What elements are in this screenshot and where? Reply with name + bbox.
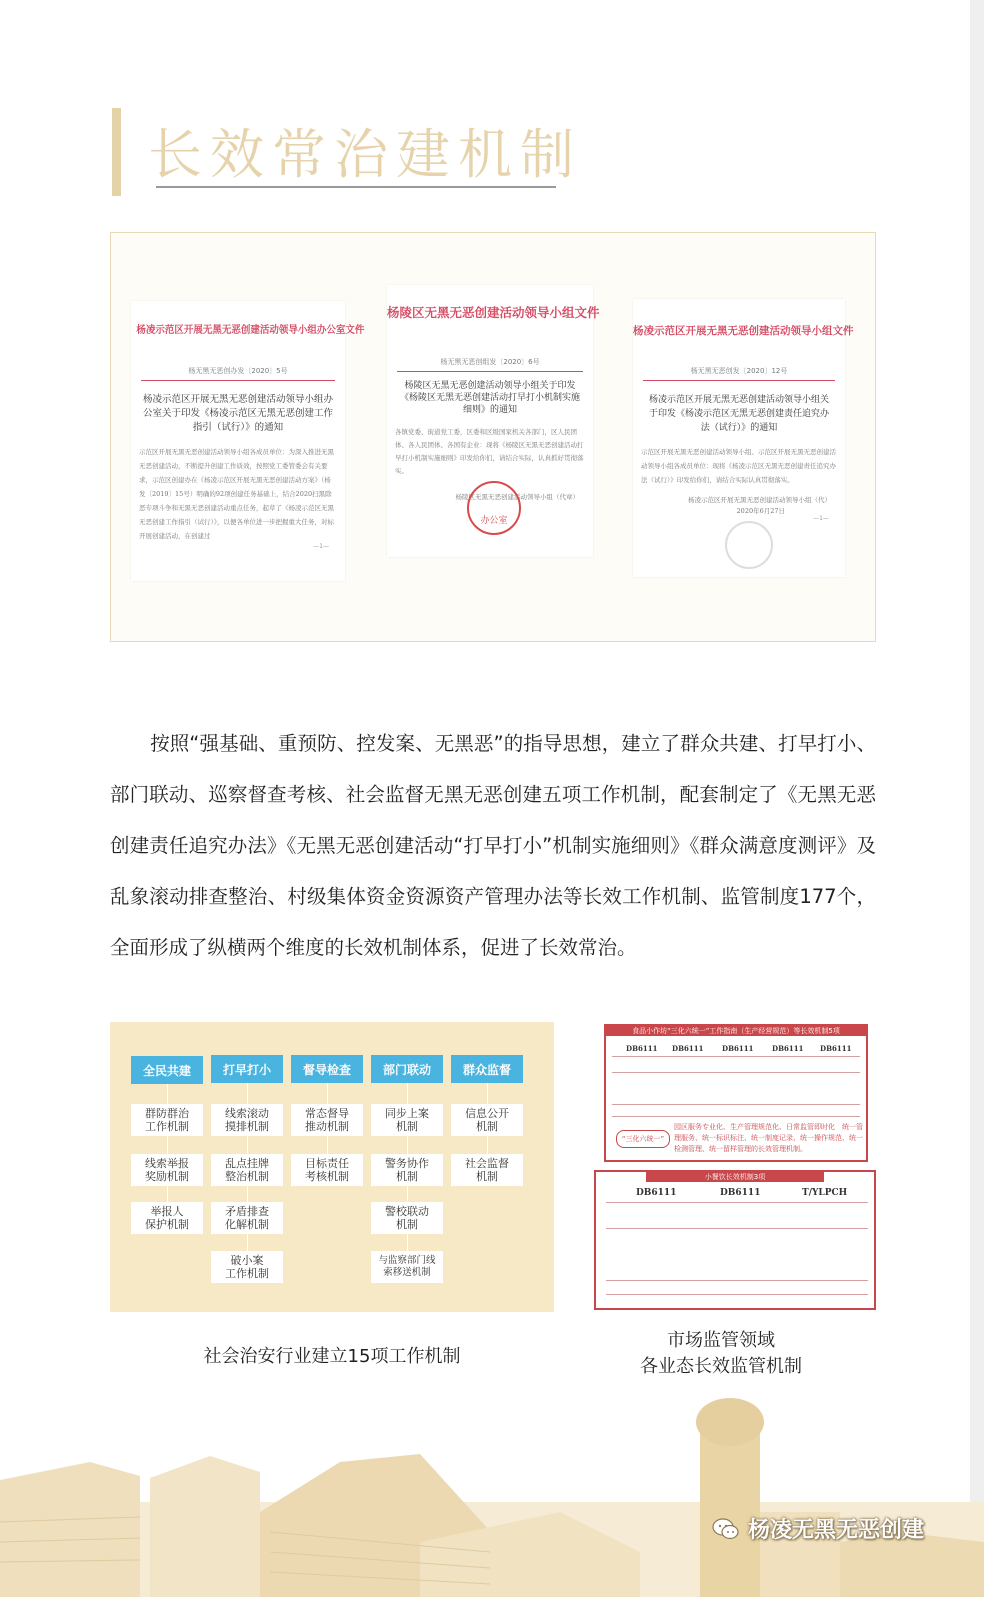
document-ref: 杨无黑无恶创发〔2020〕12号	[690, 367, 788, 375]
mechanism-cell	[451, 1154, 523, 1186]
document-signature: 杨凌示范区开展无黑无恶创建活动领导小组（代）	[688, 496, 831, 504]
document-ref: 杨无黑无恶创办发〔2020〕5号	[188, 367, 288, 375]
mechanism-cell	[211, 1251, 283, 1283]
page-edge	[970, 0, 984, 1597]
document-2	[387, 285, 600, 557]
document-rule	[643, 380, 835, 381]
document-ref: 杨无黑无恶创组发〔2020〕6号	[440, 358, 540, 366]
column-head-early-action: 打早打小	[211, 1055, 283, 1083]
document-date: 2020年6月27日	[736, 507, 785, 515]
mechanism-cell	[131, 1154, 203, 1186]
mechanism-cell-text: 警校联动 机制	[385, 1205, 429, 1231]
document-body: 各镇党委、街道党工委，区委和区级国家机关各部门，区人民团体、各人民团体、各国有企业：现将《杨陵区无黑无恶创建活动打早打小机制实施细则》印发给你们，请结合实际，认真抓好贯彻落实。	[395, 428, 584, 475]
doc-rule	[612, 1104, 860, 1105]
doc-rule	[606, 1280, 868, 1281]
standard-code: DB6111	[672, 1044, 704, 1053]
document-3	[633, 299, 854, 577]
mechanism-cell	[451, 1104, 523, 1136]
mechanism-cell	[371, 1104, 443, 1136]
document-red-title: 杨凌示范区开展无黑无恶创建活动领导小组办公室文件	[136, 325, 365, 336]
mechanism-cell	[211, 1104, 283, 1136]
document-page-number: —1—	[313, 543, 329, 550]
body-paragraph-text: 按照“强基础、重预防、控发案、无黑恶”的指导思想，建立了群众共建、打早打小、部门联动、巡察督查考核、社会监督无黑无恶创建五项工作机制，配套制定了《无黑无恶创建责任追究办法》《无黑无恶创建活动“打早打小”机制实施细则》《群众满意度测评》及乱象滚动排查整治、村级集体资金资源资产管理办法等长效工作机制、监管制度177个，全面形成了纵横两个维度的长效机制体系，促进了长效常治。	[110, 732, 876, 959]
mechanism-cell	[371, 1202, 443, 1234]
standard-code: DB6111	[636, 1188, 677, 1198]
standard-code: DB6111	[820, 1044, 852, 1053]
faint-seal-icon	[725, 521, 773, 569]
standard-code: DB6111	[626, 1044, 658, 1053]
mechanism-cell	[211, 1202, 283, 1234]
market-caption-line1: 市场监管领域	[667, 1330, 775, 1351]
mechanism-cell-text: 矛盾排查 化解机制	[225, 1205, 269, 1231]
document-body: 示范区开展无黑无恶创建活动领导小组各成员单位：为深入推进无黑无恶创建活动，不断提升创建工作质效，按照党工委管委会有关要求，示范区创建办在《杨凌示范区开展无黑无恶创建活动方案》（杨发〔2019〕15号）明确的92项创建任务基础上，结合2020扫黑除恶专项斗争和无黑无恶创建活动重点任务，起草了《杨凌示范区无黑无恶创建工作指引（试行）》，以便各单位进一步把握重大任务，对标开展创建活动，在创建过	[139, 448, 334, 540]
page-title: 长效常治建机制	[148, 123, 582, 186]
mechanism-cell-text: 线索举报 奖励机制	[145, 1157, 189, 1183]
document-rule	[397, 371, 583, 372]
mechanism-cell-text: 与监察部门线 索移送机制	[378, 1255, 436, 1278]
mechanism-cell	[131, 1202, 203, 1234]
mechanism-cell-text: 警务协作 机制	[385, 1157, 429, 1183]
heading-accent-bar	[112, 108, 121, 196]
brand-watermark	[712, 1513, 924, 1544]
doc-rule	[606, 1202, 868, 1203]
documents-frame	[110, 232, 876, 642]
doc-rule	[606, 1228, 868, 1229]
doc-rule	[612, 1116, 860, 1117]
market-caption-line2: 各业态长效监管机制	[640, 1356, 802, 1377]
mechanism-cell	[371, 1251, 443, 1283]
doc-badge	[616, 1130, 670, 1148]
mechanism-cell-text: 举报人 保护机制	[145, 1205, 189, 1231]
standard-code: DB6111	[772, 1044, 804, 1053]
mechanism-cell-text: 目标责任 考核机制	[305, 1157, 349, 1183]
mechanism-cell	[371, 1154, 443, 1186]
document-page-number: —1—	[813, 515, 829, 522]
column-head-mass-building: 全民共建	[131, 1056, 203, 1084]
seal-text: 办公室	[480, 515, 508, 526]
mechanism-cell	[291, 1104, 363, 1136]
document-notice: 杨凌示范区开展无黑无恶创建活动领导小组关于印发《杨凌示范区无黑无恶创建责任追究办法（试行）》的通知	[648, 395, 829, 433]
official-seal-icon	[467, 481, 521, 535]
mechanism-cell-text: 群防群治 工作机制	[145, 1107, 189, 1133]
document-signature: 杨陵区无黑无恶创建活动领导小组（代章）	[455, 493, 579, 501]
mechanism-cell	[291, 1154, 363, 1186]
mechanism-chart-panel	[110, 1022, 554, 1312]
heading-underline	[156, 186, 556, 188]
document-1	[131, 301, 365, 581]
mechanism-cell-text: 社会监督 机制	[465, 1157, 509, 1183]
mechanism-cell	[211, 1154, 283, 1186]
standard-code: T/YLPCH	[802, 1188, 848, 1198]
document-rule	[141, 380, 335, 381]
mechanism-cell-text: 同步上案 机制	[385, 1107, 429, 1133]
market-document-1	[604, 1024, 868, 1162]
column-head-department-linkage: 部门联动	[371, 1055, 443, 1083]
city-skyline-illustration	[0, 1392, 984, 1597]
column-head-public-supervision: 群众监督	[451, 1055, 523, 1083]
body-paragraph	[110, 718, 876, 973]
document-notice: 杨凌示范区开展无黑无恶创建活动领导小组办公室关于印发《杨凌示范区无黑无恶创建工作指引（试行）》的通知	[143, 394, 334, 433]
document-body: 示范区开展无黑无恶创建活动领导小组、示范区开展无黑无恶创建活动领导小组各成员单位：现将《杨凌示范区无黑无恶创建责任追究办法（试行）》印发给你们，请结合实际认真贯彻落实。	[641, 448, 836, 484]
document-notice: 杨陵区无黑无恶创建活动领导小组关于印发《杨陵区无黑无恶创建活动打早打小机制实施细则》的通知	[399, 381, 580, 415]
column-head-supervision: 督导检查	[291, 1055, 363, 1083]
mechanism-cell-text: 信息公开 机制	[465, 1107, 509, 1133]
mechanism-cell-text: 破小案 工作机制	[225, 1254, 269, 1280]
market-doc-banner: 小餐饮长效机制3项	[646, 1172, 824, 1182]
brand-name: 杨凌无黑无恶创建	[748, 1518, 925, 1543]
mechanism-cell-text: 线索滚动 摸排机制	[225, 1107, 269, 1133]
doc-rule	[612, 1072, 860, 1073]
mechanism-cell-text: 乱点挂牌 整治机制	[225, 1157, 269, 1183]
mechanism-cell-text: 常态督导 推动机制	[305, 1107, 349, 1133]
mechanism-chart-caption: 社会治安行业建立15项工作机制	[203, 1346, 461, 1367]
standard-code: DB6111	[720, 1188, 761, 1198]
mechanism-cell	[131, 1104, 203, 1136]
market-document-2	[594, 1170, 876, 1310]
document-red-title: 杨陵区无黑无恶创建活动领导小组文件	[387, 305, 600, 320]
doc-red-note: 园区服务专业化、生产管理规范化、日常监管即时化 统一管理服务、统一标识标注、统一制度记录、统一操作规范、统一检测管理、统一留样管理的长效管理机制。	[674, 1123, 863, 1153]
doc-badge-text: “三化六统一”	[621, 1135, 665, 1143]
wechat-icon	[712, 1517, 740, 1541]
doc-rule	[612, 1056, 860, 1057]
document-red-title: 杨凌示范区开展无黑无恶创建活动领导小组文件	[633, 325, 854, 337]
market-doc-banner: 食品小作坊“三化六统一”工作指南（生产经营规范）等长效机制5项	[606, 1026, 866, 1036]
standard-code: DB6111	[722, 1044, 754, 1053]
market-caption	[576, 1328, 866, 1380]
doc-rule	[606, 1294, 868, 1295]
